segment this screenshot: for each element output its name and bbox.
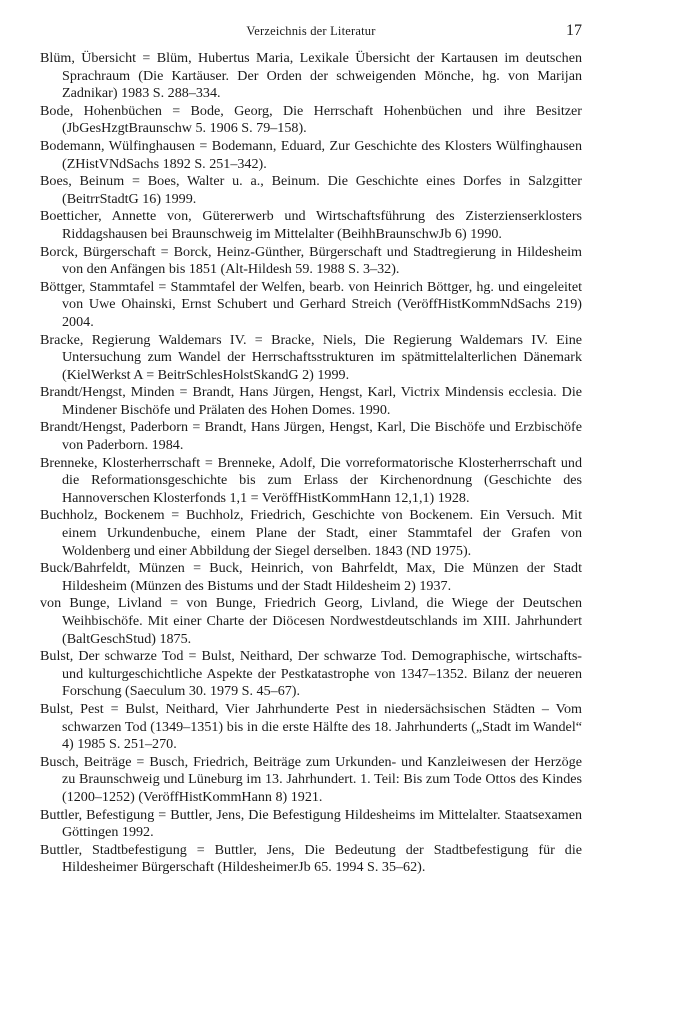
- running-title: Verzeichnis der Literatur: [246, 24, 376, 38]
- bibliography-entry: Buttler, Stadtbefestigung = Buttler, Jens, Die Bedeutung der Stadtbefestigung für die Hildesheimer Bürgerschaft (HildesheimerJb 65. 1994 S. 35–62).: [40, 841, 582, 876]
- bibliography-entry: Bode, Hohenbüchen = Bode, Georg, Die Herrschaft Hohenbüchen und ihre Besitzer (JbGesHzgtBraunschw 5. 1906 S. 79–158).: [40, 102, 582, 137]
- bibliography-entry: Böttger, Stammtafel = Stammtafel der Welfen, bearb. von Heinrich Böttger, hg. und eingeleitet von Uwe Ohainski, Ernst Schubert und Gerhard Streich (VeröffHistKommNdSachs 219) 2004.: [40, 278, 582, 330]
- bibliography-entry: Buck/Bahrfeldt, Münzen = Buck, Heinrich, von Bahrfeldt, Max, Die Münzen der Stadt Hildesheim (Münzen des Bistums und der Stadt Hildesheim 2) 1937.: [40, 560, 582, 594]
- bibliography-entry: Bodemann, Wülfinghausen = Bodemann, Eduard, Zur Geschichte des Klosters Wülfinghausen (ZHistVNdSachs 1892 S. 251–342).: [40, 137, 582, 172]
- bibliography-entry: Blüm, Übersicht = Blüm, Hubertus Maria, Lexikale Übersicht der Kartausen im deutschen Sprachraum (Die Kartäuser. Der Orden der schweigenden Mönche, hg. von Marijan Zadnikar) 1983 S. 288–334.: [40, 50, 582, 102]
- bibliography-entry: Bulst, Pest = Bulst, Neithard, Vier Jahrhunderte Pest in niedersächsischen Städten – Vom schwarzen Tod (1349–1351) bis in die erste Hälfte des 18. Jahrhunderts („Stadt im Wandel“ 4) 1985 S. 251–270.: [40, 700, 582, 753]
- bibliography-entry: Buttler, Befestigung = Buttler, Jens, Die Befestigung Hildesheims im Mittelalter. Staatsexamen Göttingen 1992.: [40, 806, 582, 841]
- bibliography-entry: von Bunge, Livland = von Bunge, Friedrich Georg, Livland, die Wiege der Deutschen Weihbischöfe. Mit einer Charte der Diöcesen Nordwestdeutschlands im XIII. Jahrhundert (BaltGeschStud) 1875.: [40, 595, 582, 647]
- page-header: [40, 22, 582, 40]
- page-number: 17: [566, 22, 582, 39]
- bibliography-entry: Boes, Beinum = Boes, Walter u. a., Beinum. Die Geschichte eines Dorfes in Salzgitter (BeitrrStadtG 16) 1999.: [40, 173, 582, 207]
- bibliography-list: [40, 50, 582, 877]
- bibliography-entry: Bracke, Regierung Waldemars IV. = Bracke, Niels, Die Regierung Waldemars IV. Eine Untersuchung zum Wandel der Herrschaftsstrukturen im spätmittelalterlichen Dänemark (KielWerkst A = BeitrSchlesHolstSkandG 2) 1999.: [40, 331, 582, 383]
- bibliography-entry: Brenneke, Klosterherrschaft = Brenneke, Adolf, Die vorreformatorische Klosterherrschaft und die Reformationsgeschichte bis zum Erlass der Kirchenordnung (Geschichte des Hannoverschen Klosterfonds 1,1 = VeröffHistKommHann 12,1,1) 1928.: [40, 454, 582, 506]
- bibliography-entry: Bulst, Der schwarze Tod = Bulst, Neithard, Der schwarze Tod. Demographische, wirtschafts- und kulturgeschichtliche Aspekte der Pestkatastrophe von 1347–1352. Bilanz der neueren Forschung (Saeculum 30. 1979 S. 45–67).: [40, 648, 582, 700]
- bibliography-entry: Boetticher, Annette von, Gütererwerb und Wirtschaftsführung des Zisterzienserklosters Riddagshausen bei Braunschweig im Mittelalter (BeihhBraunschwJb 6) 1990.: [40, 208, 582, 242]
- bibliography-entry: Brandt/Hengst, Paderborn = Brandt, Hans Jürgen, Hengst, Karl, Die Bischöfe und Erzbischöfe von Paderborn. 1984.: [40, 419, 582, 454]
- bibliography-entry: Brandt/Hengst, Minden = Brandt, Hans Jürgen, Hengst, Karl, Victrix Mindensis ecclesia. Die Mindener Bischöfe und Prälaten des Hohen Domes. 1990.: [40, 384, 582, 418]
- bibliography-entry: Busch, Beiträge = Busch, Friedrich, Beiträge zum Urkunden- und Kanzleiwesen der Herzöge zu Braunschweig und Lüneburg im 13. Jahrhundert. 1. Teil: Bis zum Tode Ottos des Kindes (1200–1252) (VeröffHistKommHann 8) 1921.: [40, 753, 582, 805]
- bibliography-entry: Borck, Bürgerschaft = Borck, Heinz-Günther, Bürgerschaft und Stadtregierung in Hildesheim von den Anfängen bis 1851 (Alt-Hildesh 59. 1988 S. 3–32).: [40, 243, 582, 278]
- bibliography-entry: Buchholz, Bockenem = Buchholz, Friedrich, Geschichte von Bockenem. Ein Versuch. Mit einem Urkundenbuche, einem Plane der Stadt, einer Stammtafel der Grafen von Woldenberg und einer Abbildung der Siegel derselben. 1843 (ND 1975).: [40, 507, 582, 559]
